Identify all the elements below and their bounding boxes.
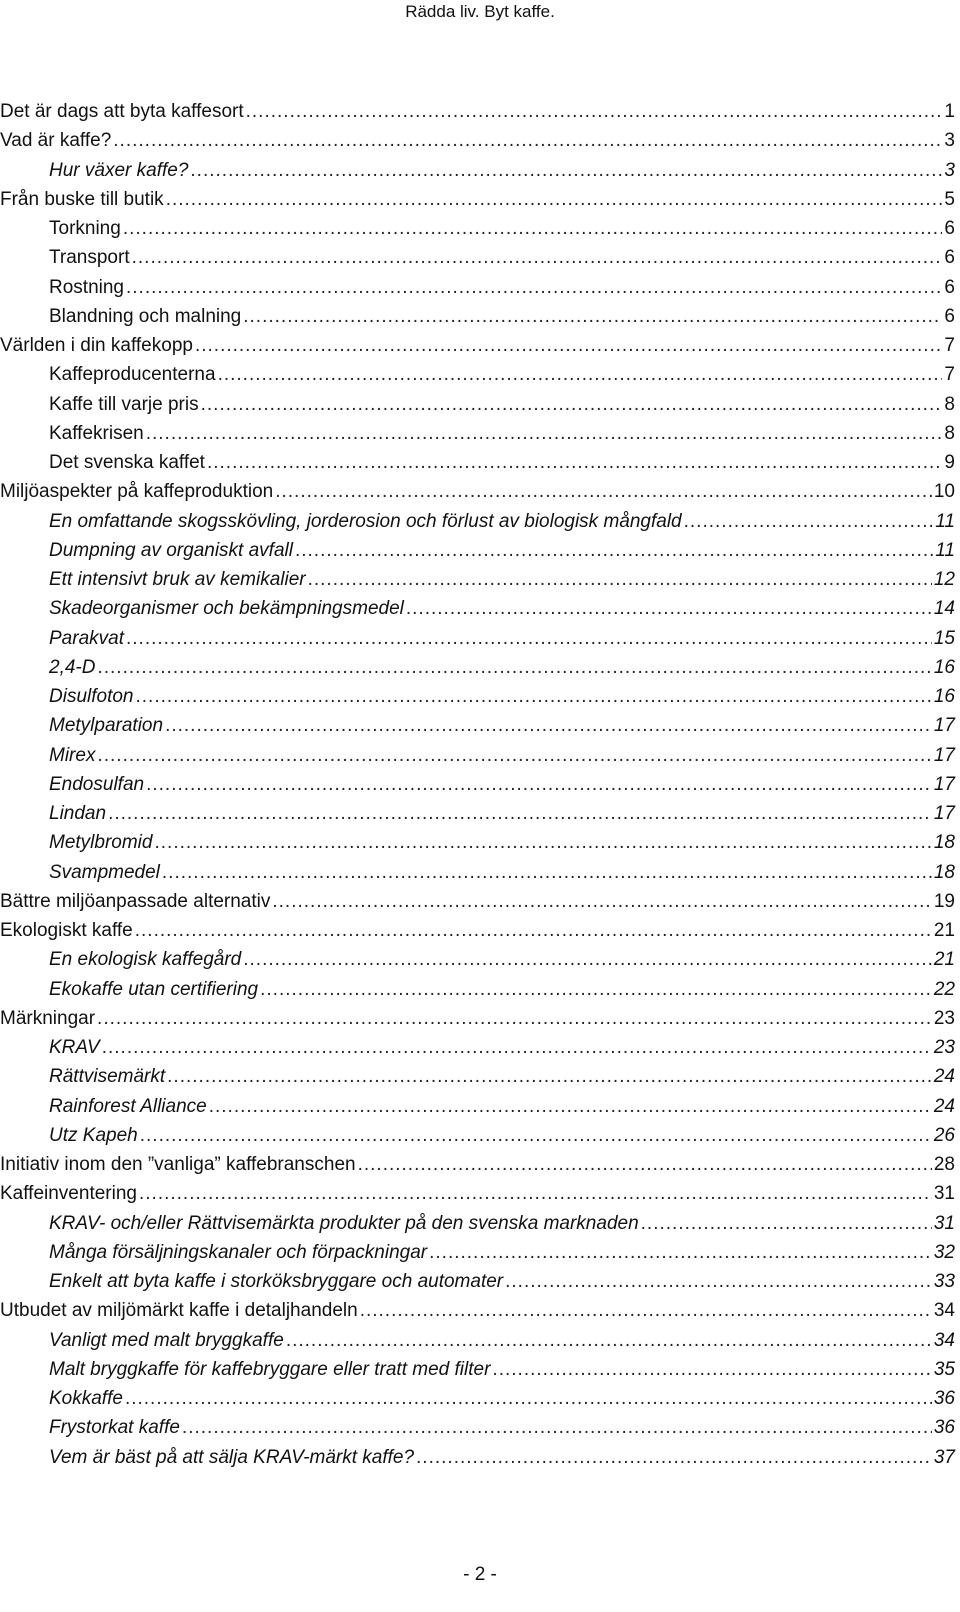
toc-entry-title: Hur växer kaffe? (49, 159, 189, 181)
toc-entry-title: En ekologisk kaffegård (49, 949, 242, 971)
toc-entry-page: 5 (944, 188, 955, 210)
toc-leader-dots (146, 419, 943, 448)
toc-entry[interactable] (0, 1443, 955, 1472)
toc-leader-dots (684, 507, 934, 536)
toc-entry-page: 36 (933, 1388, 955, 1409)
toc-entry-page: 33 (933, 1271, 955, 1292)
toc-entry-title: Malt bryggkaffe för kaffebryggare eller tratt med filter (49, 1358, 491, 1380)
toc-leader-dots (190, 156, 942, 185)
toc-entry-page: 24 (933, 1095, 955, 1117)
toc-entry[interactable] (0, 887, 955, 916)
toc-entry-title: Parakvat (49, 627, 124, 649)
toc-entry[interactable] (0, 1326, 955, 1355)
toc-leader-dots (146, 770, 932, 799)
toc-entry[interactable] (0, 1150, 955, 1179)
toc-entry-page: 6 (944, 247, 955, 269)
toc-leader-dots (132, 243, 943, 272)
toc-entry-title: Från buske till butik (0, 188, 164, 210)
toc-entry-title: Rostning (49, 276, 124, 298)
toc-entry[interactable] (0, 858, 955, 887)
toc-entry[interactable] (0, 624, 955, 653)
toc-leader-dots (416, 1443, 932, 1472)
toc-entry-title: Dumpning av organiskt avfall (49, 539, 293, 561)
toc-entry-page: 6 (944, 305, 955, 327)
toc-entry-page: 16 (933, 656, 955, 678)
toc-entry[interactable] (0, 477, 955, 506)
toc-leader-dots (308, 565, 932, 594)
toc-entry[interactable] (0, 214, 955, 243)
toc-entry-page: 34 (933, 1329, 955, 1351)
toc-entry-page: 11 (935, 539, 955, 561)
toc-entry[interactable] (0, 360, 955, 389)
toc-entry-page: 12 (933, 569, 955, 590)
toc-leader-dots (243, 945, 932, 974)
toc-entry-title: Svampmedel (49, 861, 160, 883)
toc-entry[interactable] (0, 799, 955, 828)
toc-entry-page: 23 (933, 1037, 955, 1058)
toc-entry-page: 6 (944, 276, 955, 298)
toc-entry-page: 14 (933, 598, 955, 620)
toc-entry-title: Enkelt att byta kaffe i storköksbryggare och automater (49, 1271, 504, 1292)
toc-leader-dots (360, 1296, 932, 1325)
table-of-contents (0, 97, 955, 1472)
toc-entry[interactable] (0, 1267, 955, 1296)
toc-entry[interactable] (0, 975, 955, 1004)
toc-entry-page: 35 (933, 1358, 955, 1380)
toc-entry-page: 31 (933, 1183, 955, 1205)
toc-leader-dots (166, 185, 943, 214)
toc-entry-title: Initiativ inom den ”vanliga” kaffebranschen (0, 1154, 356, 1175)
toc-leader-dots (125, 1384, 932, 1413)
toc-entry[interactable] (0, 828, 955, 857)
toc-entry-page: 17 (933, 803, 955, 824)
toc-entry-page: 31 (933, 1212, 955, 1234)
toc-entry[interactable] (0, 302, 955, 331)
toc-entry-title: Världen i din kaffekopp (0, 335, 193, 356)
toc-entry-page: 18 (933, 861, 955, 883)
toc-entry[interactable] (0, 185, 955, 214)
toc-entry-page: 26 (933, 1124, 955, 1146)
toc-leader-dots (201, 390, 943, 419)
toc-entry[interactable] (0, 1296, 955, 1325)
toc-entry[interactable] (0, 156, 955, 185)
toc-entry[interactable] (0, 536, 955, 565)
toc-entry[interactable] (0, 711, 955, 740)
toc-entry-title: Skadeorganismer och bekämpningsmedel (49, 598, 404, 620)
toc-entry-title: Ekokaffe utan certifiering (49, 978, 259, 1000)
toc-entry-title: Märkningar (0, 1007, 96, 1029)
toc-leader-dots (286, 1326, 932, 1355)
toc-leader-dots (243, 302, 942, 331)
toc-entry-title: Utbudet av miljömärkt kaffe i detaljhandeln (0, 1300, 358, 1322)
toc-entry[interactable] (0, 419, 955, 448)
toc-entry[interactable] (0, 1413, 955, 1442)
toc-entry[interactable] (0, 1384, 955, 1413)
toc-entry[interactable] (0, 1355, 955, 1384)
toc-entry-title: Bättre miljöanpassade alternativ (0, 890, 271, 912)
toc-entry[interactable] (0, 945, 955, 974)
toc-entry-title: Kaffekrisen (49, 422, 144, 444)
toc-entry-title: Blandning och malning (49, 305, 242, 327)
toc-leader-dots (295, 536, 933, 565)
toc-entry[interactable] (0, 594, 955, 623)
running-header: Rädda liv. Byt kaffe. (405, 2, 555, 21)
toc-entry-page: 7 (944, 335, 955, 356)
toc-leader-dots (246, 97, 943, 126)
toc-leader-dots (165, 711, 932, 740)
toc-leader-dots (136, 682, 932, 711)
toc-entry-page: 16 (933, 686, 955, 707)
toc-entry-page: 28 (933, 1154, 955, 1175)
toc-leader-dots (406, 594, 932, 623)
toc-entry[interactable] (0, 273, 955, 302)
toc-leader-dots (162, 858, 932, 887)
toc-entry-page: 24 (933, 1066, 955, 1088)
toc-entry-title: 2,4-D (49, 656, 96, 678)
toc-entry-title: Kaffeinventering (0, 1183, 137, 1205)
toc-entry-page: 3 (944, 159, 955, 181)
toc-entry-title: Ekologiskt kaffe (0, 920, 133, 941)
toc-leader-dots (108, 799, 932, 828)
toc-leader-dots (641, 1209, 932, 1238)
toc-entry-page: 37 (933, 1446, 955, 1468)
toc-entry[interactable] (0, 682, 955, 711)
toc-entry[interactable] (0, 97, 955, 126)
toc-entry-title: Metylbromid (49, 832, 153, 854)
toc-entry-title: Kokkaffe (49, 1388, 123, 1409)
toc-entry-page: 32 (933, 1241, 955, 1263)
toc-leader-dots (182, 1413, 932, 1442)
toc-entry-title: Miljöaspekter på kaffeproduktion (0, 481, 274, 503)
toc-leader-dots (207, 448, 942, 477)
toc-entry[interactable] (0, 741, 955, 770)
toc-entry-title: Vanligt med malt bryggkaffe (49, 1329, 284, 1351)
toc-entry[interactable] (0, 1004, 955, 1033)
toc-leader-dots (126, 624, 932, 653)
toc-entry-page: 17 (933, 773, 955, 795)
toc-entry[interactable] (0, 1092, 955, 1121)
toc-entry-title: Transport (49, 247, 130, 269)
toc-entry[interactable] (0, 1121, 955, 1150)
toc-entry-title: Ett intensivt bruk av kemikalier (49, 569, 306, 590)
toc-leader-dots (154, 828, 931, 857)
toc-leader-dots (139, 1179, 932, 1208)
toc-entry-title: Lindan (49, 803, 107, 824)
toc-entry-page: 11 (935, 510, 955, 532)
page-number: - 2 - (463, 1564, 497, 1585)
toc-entry-title: Rainforest Alliance (49, 1095, 207, 1117)
toc-entry[interactable] (0, 1209, 955, 1238)
toc-entry-page: 23 (933, 1007, 955, 1029)
toc-entry-title: Kaffe till varje pris (49, 393, 199, 415)
toc-entry-page: 21 (933, 920, 955, 941)
toc-leader-dots (97, 1004, 932, 1033)
toc-leader-dots (358, 1150, 932, 1179)
toc-leader-dots (97, 741, 931, 770)
toc-entry[interactable] (0, 1033, 955, 1062)
toc-entry-page: 8 (944, 422, 955, 444)
toc-leader-dots (275, 477, 932, 506)
toc-entry-title: Torkning (49, 218, 121, 239)
toc-entry-title: KRAV- och/eller Rättvisemärkta produkter på den svenska marknaden (49, 1212, 639, 1234)
toc-entry-page: 19 (933, 890, 955, 912)
toc-leader-dots (209, 1092, 932, 1121)
toc-leader-dots (126, 273, 942, 302)
toc-leader-dots (505, 1267, 932, 1296)
toc-entry[interactable] (0, 916, 955, 945)
toc-entry-title: Vad är kaffe? (0, 130, 112, 152)
toc-entry[interactable] (0, 1179, 955, 1208)
toc-entry-page: 17 (933, 715, 955, 737)
toc-entry-page: 18 (933, 832, 955, 854)
toc-entry[interactable] (0, 390, 955, 419)
toc-entry[interactable] (0, 243, 955, 272)
toc-entry[interactable] (0, 126, 955, 155)
toc-leader-dots (167, 1062, 932, 1091)
toc-entry-page: 34 (933, 1300, 955, 1322)
toc-leader-dots (195, 331, 942, 360)
toc-leader-dots (272, 887, 931, 916)
toc-leader-dots (260, 975, 932, 1004)
toc-entry-page: 21 (933, 949, 955, 971)
toc-entry[interactable] (0, 565, 955, 594)
toc-entry-title: KRAV (49, 1037, 100, 1058)
toc-leader-dots (492, 1355, 931, 1384)
toc-entry[interactable] (0, 507, 955, 536)
toc-entry-title: Frystorkat kaffe (49, 1417, 180, 1439)
toc-entry-title: Metylparation (49, 715, 164, 737)
toc-leader-dots (140, 1121, 932, 1150)
toc-leader-dots (218, 360, 943, 389)
toc-entry-title: Vem är bäst på att sälja KRAV-märkt kaffe? (49, 1446, 415, 1468)
toc-leader-dots (113, 126, 942, 155)
toc-entry-page: 8 (944, 393, 955, 415)
toc-entry[interactable] (0, 331, 955, 360)
toc-entry-title: Utz Kapeh (49, 1124, 138, 1146)
toc-entry[interactable] (0, 770, 955, 799)
toc-leader-dots (123, 214, 943, 243)
toc-entry-title: Disulfoton (49, 686, 134, 707)
toc-entry-page: 3 (944, 130, 955, 152)
toc-entry-page: 6 (944, 218, 955, 239)
toc-entry-title: Kaffeproducenterna (49, 364, 216, 386)
toc-entry-title: Endosulfan (49, 773, 145, 795)
toc-entry-title: Det är dags att byta kaffesort (0, 101, 244, 122)
toc-entry[interactable] (0, 448, 955, 477)
toc-leader-dots (102, 1033, 932, 1062)
toc-entry-title: Det svenska kaffet (49, 452, 205, 473)
toc-entry-page: 10 (933, 481, 955, 503)
toc-entry-title: En omfattande skogsskövling, jorderosion och förlust av biologisk mångfald (49, 510, 682, 532)
toc-entry-page: 36 (933, 1417, 955, 1439)
toc-entry-page: 9 (944, 452, 955, 473)
toc-entry-page: 15 (933, 627, 955, 649)
toc-entry-page: 22 (933, 978, 955, 1000)
toc-entry[interactable] (0, 1062, 955, 1091)
toc-leader-dots (429, 1238, 932, 1267)
toc-leader-dots (97, 653, 931, 682)
toc-entry-page: 17 (933, 744, 955, 766)
toc-entry-page: 1 (944, 101, 955, 122)
toc-entry-page: 7 (944, 364, 955, 386)
toc-entry[interactable] (0, 653, 955, 682)
toc-entry-title: Många försäljningskanaler och förpackningar (49, 1241, 428, 1263)
toc-entry[interactable] (0, 1238, 955, 1267)
toc-entry-title: Rättvisemärkt (49, 1066, 166, 1088)
toc-entry-title: Mirex (49, 744, 96, 766)
toc-leader-dots (135, 916, 932, 945)
